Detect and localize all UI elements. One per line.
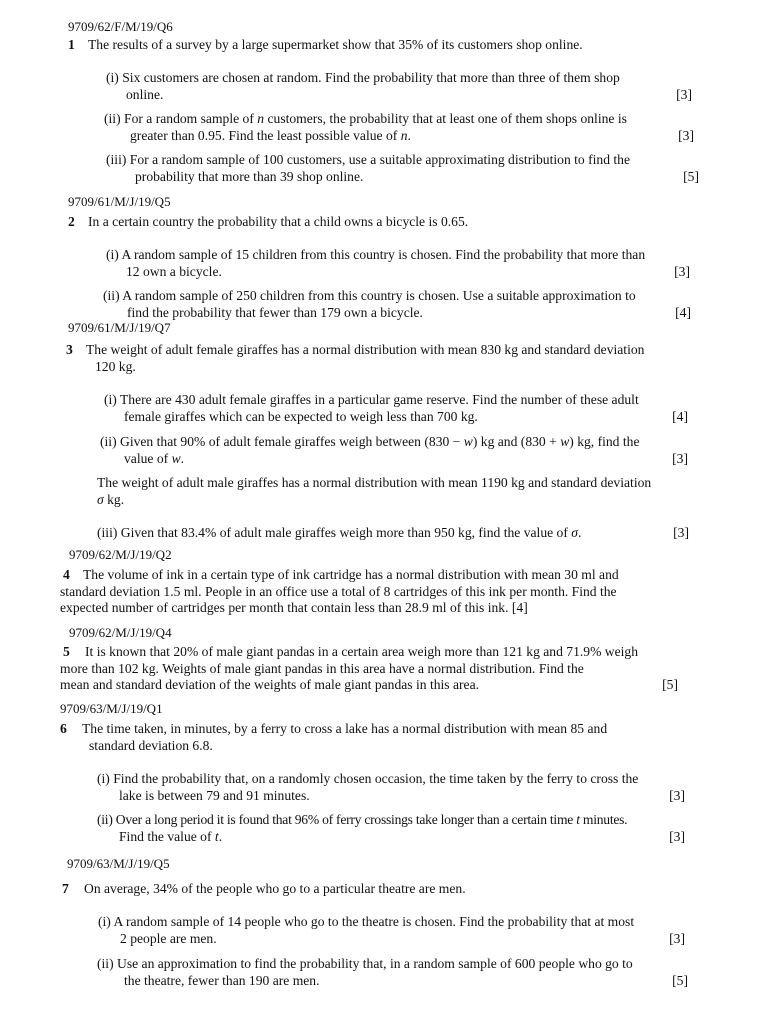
question-4-body: 4 The volume of ink in a certain type of ink cartridge has a normal distribution with mean 30 ml and standard deviation 1.5 ml. People in an office use a total of 8 cartridges of this ink per month. Find the expected number of cartridges per month that contain less than 28.9 ml of this ink. [4]	[60, 567, 619, 615]
question-number: 1	[68, 37, 75, 52]
marks-badge: [3]	[676, 86, 692, 102]
question-number: 7	[62, 881, 69, 896]
question-1-stem: 1 The results of a survey by a large supermarket show that 35% of its customers shop online.	[68, 37, 583, 52]
question-2-stem: 2 In a certain country the probability that a child owns a bicycle is 0.65.	[68, 214, 469, 229]
question-4-code: 9709/62/M/J/19/Q2	[69, 547, 172, 562]
question-3-code: 9709/61/M/J/19/Q7	[68, 320, 171, 335]
question-3-male-intro: The weight of adult male giraffes has a normal distribution with mean 1190 kg and standard deviation σ kg.	[97, 475, 652, 507]
question-3-part-ii: (ii) Given that 90% of adult female giraffes weigh between (830 − w) kg and (830 + w) kg, find the value of w. [3]	[100, 434, 688, 466]
question-1-part-ii: (ii) For a random sample of n customers, the probability that at least one of them shops online is greater than 0.95. Find the least possible value of n. [3]	[104, 111, 694, 143]
question-6-code: 9709/63/M/J/19/Q1	[60, 701, 163, 716]
marks-badge: [4]	[675, 304, 691, 320]
question-2-code: 9709/61/M/J/19/Q5	[68, 194, 171, 209]
marks-badge: [3]	[672, 450, 688, 466]
question-6-part-ii: (ii) Over a long period it is found that 96% of ferry crossings take longer than a certain time t minutes. Find the value of t. [3]	[97, 812, 685, 844]
question-5-code: 9709/62/M/J/19/Q4	[69, 625, 172, 640]
question-6-part-i: (i) Find the probability that, on a randomly chosen occasion, the time taken by the ferry to cross the lake is between 79 and 91 minutes. [3]	[97, 771, 685, 803]
marks-badge: [3]	[678, 127, 694, 143]
question-number: 5	[63, 644, 70, 659]
question-3-part-iii: (iii) Given that 83.4% of adult male giraffes weigh more than 950 kg, find the value of σ. [3]	[97, 525, 689, 540]
question-6-stem: 6 The time taken, in minutes, by a ferry to cross a lake has a normal distribution with mean 85 and standard deviation 6.8.	[60, 721, 608, 753]
question-number: 3	[66, 342, 73, 357]
marks-badge: [3]	[674, 263, 690, 279]
question-number: 2	[68, 214, 75, 229]
question-3-stem: 3 The weight of adult female giraffes has a normal distribution with mean 830 kg and standard deviation 120 kg.	[66, 342, 645, 374]
question-number: 6	[60, 721, 67, 736]
question-2-part-i: (i) A random sample of 15 children from this country is chosen. Find the probability that more than 12 own a bicycle. [3]	[106, 247, 690, 279]
question-7-part-i: (i) A random sample of 14 people who go to the theatre is chosen. Find the probability that at most 2 people are men. [3]	[98, 914, 685, 946]
marks-badge: [3]	[669, 787, 685, 803]
question-7-stem: 7 On average, 34% of the people who go to a particular theatre are men.	[62, 881, 466, 896]
question-3-part-i: (i) There are 430 adult female giraffes in a particular game reserve. Find the number of these adult female giraffes which can be expected to weigh less than 700 kg. [4]	[104, 392, 688, 424]
marks-badge: [3]	[669, 930, 685, 946]
marks-badge: [3]	[669, 828, 685, 844]
question-1-code: 9709/62/F/M/19/Q6	[68, 19, 173, 34]
question-7-part-ii: (ii) Use an approximation to find the probability that, in a random sample of 600 people who go to the theatre, fewer than 190 are men. [5]	[97, 956, 688, 988]
question-1-part-i: (i) Six customers are chosen at random. Find the probability that more than three of them shop online. [3]	[106, 70, 692, 102]
marks-badge: [5]	[683, 168, 699, 184]
question-number: 4	[63, 567, 70, 582]
question-7-code: 9709/63/M/J/19/Q5	[67, 856, 170, 871]
marks-badge: [5]	[662, 677, 678, 692]
marks-badge: [3]	[673, 525, 689, 540]
question-1-part-iii: (iii) For a random sample of 100 customers, use a suitable approximating distribution to find the probability that more than 39 shop online. [5]	[106, 152, 699, 184]
marks-badge: [5]	[672, 972, 688, 988]
marks-badge: [4]	[672, 408, 688, 424]
question-5-body: 5 It is known that 20% of male giant pandas in a certain area weigh more than 121 kg and 71.9% weigh more than 102 kg. Weights of male giant pandas in this area have a normal distribution. Find the mean and standard deviation of the weights of male giant pandas in this area. [5]	[60, 644, 678, 692]
question-2-part-ii: (ii) A random sample of 250 children from this country is chosen. Use a suitable approximation to find the probability that fewer than 179 own a bicycle. [4]	[103, 288, 691, 320]
